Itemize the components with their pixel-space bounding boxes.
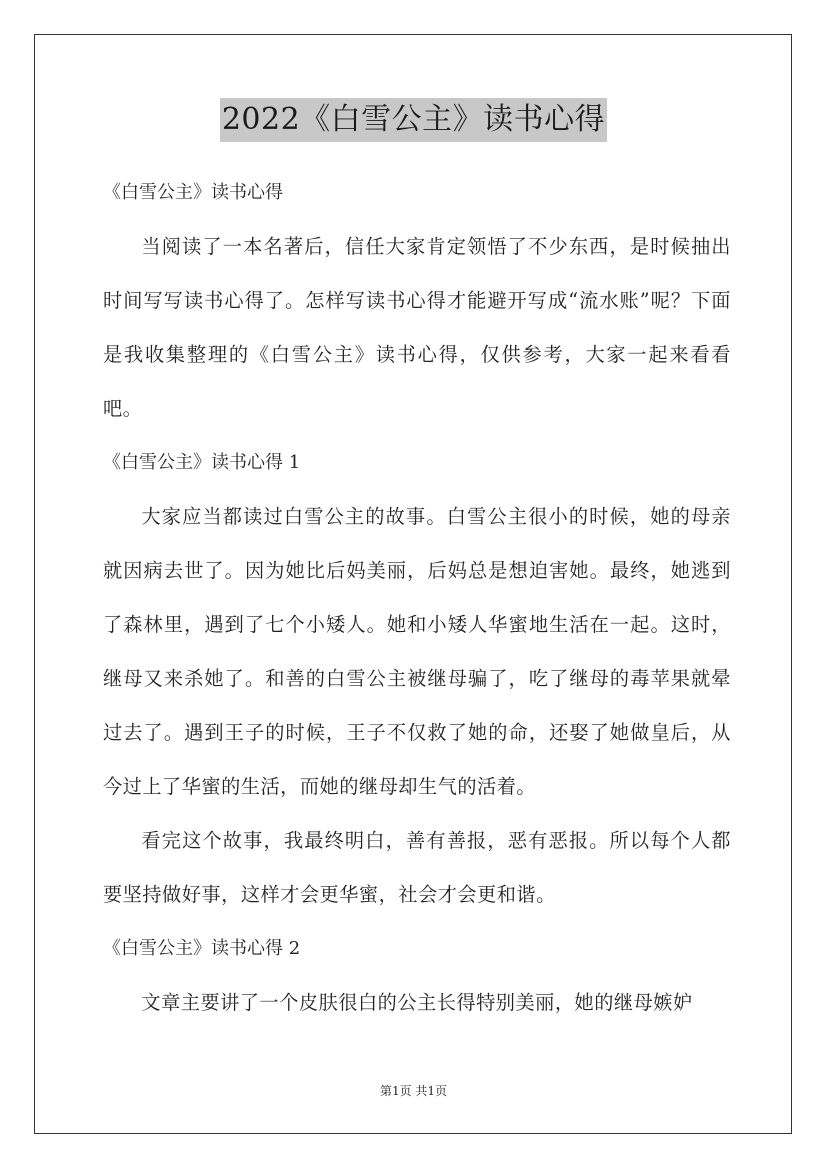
paragraph: 当阅读了一本名著后，信任大家肯定领悟了不少东西，是时候抽出时间写写读书心得了。怎样写读书心得才能避开写成“流水账”呢？下面是我收集整理的《白雪公主》读书心得，仅供参考，大家一起来看看吧。 bbox=[103, 235, 731, 420]
page-footer: 第1页 共1页 bbox=[379, 1084, 448, 1098]
paragraph: 看完这个故事，我最终明白，善有善报，恶有恶报。所以每个人都要坚持做好事，这样才会更华蜜，社会才会更和谐。 bbox=[103, 829, 731, 906]
document-title: 2022《白雪公主》读书心得 bbox=[220, 98, 607, 142]
section-heading: 《白雪公主》读书心得 1 bbox=[103, 452, 301, 473]
paragraph: 文章主要讲了一个皮肤很白的公主长得特别美丽，她的继母嫉妒 bbox=[141, 991, 693, 1014]
section-heading: 《白雪公主》读书心得 bbox=[103, 182, 283, 203]
document-body bbox=[103, 166, 731, 1030]
title-wrap bbox=[0, 98, 827, 142]
section-heading: 《白雪公主》读书心得 2 bbox=[103, 938, 301, 959]
paragraph: 大家应当都读过白雪公主的故事。白雪公主很小的时候，她的母亲就因病去世了。因为她比后妈美丽，后妈总是想迫害她。最终，她逃到了森林里，遇到了七个小矮人。她和小矮人华蜜地生活在一起。这时，继母又来杀她了。和善的白雪公主被继母骗了，吃了继母的毒苹果就晕过去了。遇到王子的时候，王子不仅救了她的命，还娶了她做皇后，从今过上了华蜜的生活，而她的继母却生气的活着。 bbox=[103, 505, 731, 798]
